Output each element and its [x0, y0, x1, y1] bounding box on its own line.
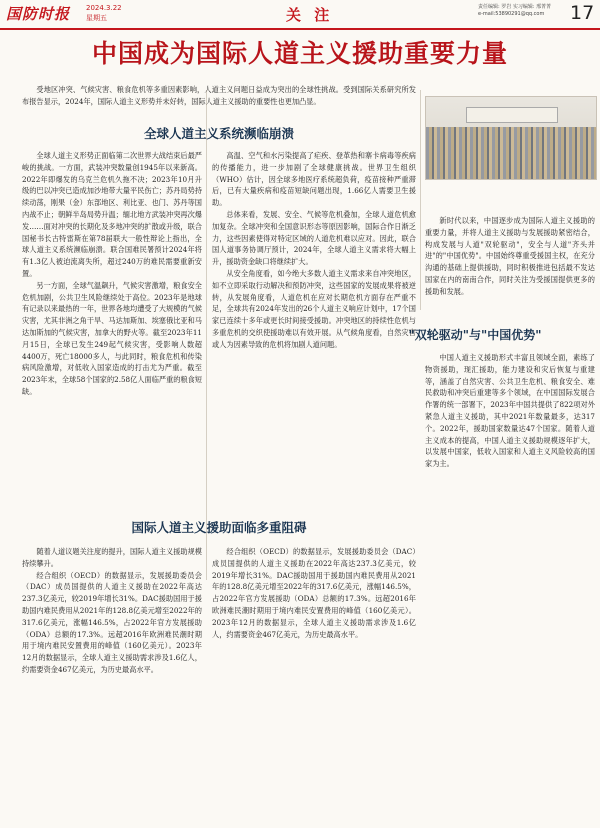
section-heading: "双轮驱动"与"中国优势"	[408, 328, 542, 342]
masthead	[0, 0, 600, 30]
issue-date	[86, 3, 122, 23]
paragraph: 经合组织（OECD）的数据显示，发展援助委员会（DAC）成员国提供的人道主义援助在2022年高达237.3亿美元，较2019年增长31%。DAC援助国用于援助国内难民费用从2021年的128.8亿美元增至2022年的317.6亿美元，涨幅146.5%，占2022年官方发展援助（ODA）总额的17.3%。远超2016年欧洲难民潮时期用于境内难民安置费用的峰值（160亿美元）。2023年12月的数据显示，全球人道主义援助需求涉及1.6亿人，约需要资金467亿美元，为历史最高水平。	[22, 570, 202, 674]
newspaper-logo: 国防时报	[6, 5, 71, 23]
editor-names: 责任编辑: 罗岩 实习编辑: 邢菁菁	[478, 4, 552, 10]
paragraph: 另一方面，全球气温飙升，气候灾害激增，粮食安全危机加剧，公共卫生风险继续处于高位。2023年是地球有记录以来最热的一年，世界各地均遭受了大规模的气候灾害，尤其非洲之角干旱、马达加斯加、埃塞俄比亚和马达加斯加的气候灾害，加拿大的野火等。截至2023年11月15日，全球已发生249起气候灾害，受影响人数超4400万，死亡18000多人，与此同时，粮食危机和传染病风险激增，对低收入国家造成的打击尤为严重。截至2023年末，全球58个国家的2.58亿人面临严重的粮食短缺。	[22, 280, 202, 396]
paragraph: 高温、空气和水污染提高了疟疾、登革热和寨卡病毒等疾病的传播能力，进一步加剧了全球健康挑战。世界卫生组织（WHO）估计，因全球多地医疗系统超负荷，疫苗接种严重滞后，已有大量疾病和疫苗短缺问题出现，1.66亿人需要卫生援助。	[212, 151, 416, 208]
weekday-text: 星期五	[86, 14, 107, 22]
paragraph: 中国人道主义援助形式丰富且领域全面，素练了物资援助，现汇援助，能力建设和灾后恢复与重建等，涵盖了自然灾害、公共卫生危机、粮食安全、难民救助和冲突后重建等多个领域，在中国国际发展合作署的统一部署下，2023年中国共提供了822项对外紧急人道主义援助，其中2021年数量最多，达317个。2022年，援助国家数量达47个国家。随着人道主义成本的提高，中国人道主义援助规模逐年扩大，以发展中国家，低收入国家和人道主义风险较高的国家为主。	[425, 353, 595, 469]
column-divider	[420, 90, 421, 310]
article-column	[212, 546, 416, 822]
paragraph: 从安全角度看，如今绝大多数人道主义需求来自冲突地区，如不立即采取行动解决和预防冲突，这些国家的发展成果将被逆转，从发展角度看，人道危机在应对长期危机方面存在严重不足，全球共有2024年发出的26个人道主义响应计划中，17个国家已连续十多年或更长时间接受援助。冲突地区的持续性危机与多重危机的交织使援助难以有效开展。从气候角度看，自然灾害或人为因素导致的危机将加剧人道问题。	[212, 268, 416, 349]
paragraph: 经合组织（OECD）的数据显示，发展援助委员会（DAC）成员国提供的人道主义援助在2022年高达237.3亿美元，较2019年增长31%。DAC援助国用于援助国内难民费用从2021年的128.8亿美元增至2022年的317.6亿美元，涨幅146.5%，占2022年官方发展援助（ODA）总额的17.3%。远超2016年欧洲难民潮时期用于境内难民安置费用的峰值（160亿美元）。2023年12月的数据显示，全球人道主义援助需求涉及1.6亿人，约需要资金467亿美元，为历史最高水平。	[212, 547, 416, 639]
paragraph: 新时代以来，中国逐步成为国际人道主义援助的重要力量，并将人道主义援助与发展援助紧密结合，构成发展与人道"双轮驱动"，安全与人道"齐头并进"的"中国优势"。中国始终尊重受援国主权，在充分沟通的基础上提供援助，同时积极推进包括最不发达国家在内的南南合作，同时关注为受援国提供更多的援助和发展。	[425, 216, 595, 296]
photo-crowd-shape	[426, 127, 596, 179]
article-column	[425, 352, 595, 822]
editor-email: e-mail:53890291@qq.com	[478, 11, 545, 17]
paragraph: 总体来看，发展、安全、气候等危机叠加，全球人道危机愈加复杂。全球冲突和全国意识形态等原因影响，国际合作日渐乏力，这些因素使得对特定区域的人道危机难以应对。因此，联合国人道事务协调厅预计，2024年，全球人道主义需求将大幅上升，援助资金缺口将继续扩大。	[212, 209, 416, 267]
page-number: 17	[570, 2, 595, 24]
paragraph: 全球人道主义形势正面临第二次世界大战结束后最严峻的挑战。一方面，武装冲突数量创1945年以来新高。2022年即爆发的乌克兰危机久拖不决；2023年10月升级的巴以冲突已造成加沙地带大量平民伤亡；苏丹局势持续动荡，刚果（金）东部地区、利比亚、也门、苏丹等国内战不止；朝鲜半岛局势升温；缅北地方武装冲突再次爆发……面对冲突的长期化及多地冲突的扩散或升级，联合国秘书长古特雷斯在第78届联大一般性辩论上指出，全球人道主义系统濒临崩溃。联合国难民署预计2024年将有1.3亿人被迫流离失所，超过240万的难民需要重新安置。	[22, 151, 202, 278]
date-text: 2024.3.22	[86, 4, 122, 12]
section-heading: 全球人道主义系统濒临崩溃	[143, 126, 294, 141]
intro-paragraph	[22, 84, 416, 120]
column-divider	[206, 90, 207, 580]
intro-text: 受地区冲突、气候灾害、粮食危机等多重因素影响，人道主义问题日益成为突出的全球性挑战。受到国际关系研究所发布报告显示，2024年，国际人道主义形势并未好转，国际人道主义援助的重要性也更加凸显。	[22, 85, 416, 106]
editor-credits	[478, 4, 551, 18]
article-column	[425, 215, 595, 315]
photo-sign-shape	[466, 107, 558, 123]
news-photo	[425, 96, 597, 180]
section-label: 关 注	[286, 6, 334, 24]
section-heading: 国际人道主义援助面临多重阻碍	[131, 520, 307, 535]
paragraph: 随着人道议题关注度的提升，国际人道主义援助规模持续攀升。	[22, 547, 202, 568]
headline: 中国成为国际人道主义援助重要力量	[91, 39, 508, 68]
article-column	[22, 546, 202, 822]
